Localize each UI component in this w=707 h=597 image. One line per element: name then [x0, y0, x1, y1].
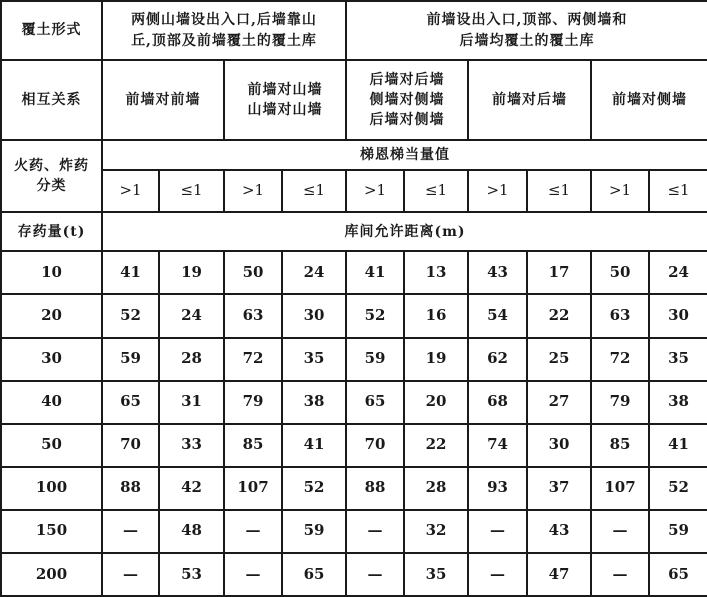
- distance-value: 17: [527, 251, 591, 294]
- relation-cell: [224, 60, 346, 140]
- cover-form-b: [346, 1, 707, 60]
- distance-value: —: [102, 510, 159, 553]
- distance-value: 30: [527, 424, 591, 467]
- tnt-equiv-value: >1: [591, 170, 649, 212]
- distance-value: 85: [591, 424, 649, 467]
- storage-quantity: 30: [1, 338, 102, 381]
- distance-value: 24: [649, 251, 707, 294]
- relation-row: [1, 60, 707, 140]
- distance-value: 16: [404, 294, 468, 337]
- distance-value: 28: [159, 338, 224, 381]
- distance-value: 28: [404, 467, 468, 510]
- table-row: [1, 381, 707, 424]
- relation-cell: [346, 60, 468, 140]
- cover-form-a-line2: 丘,顶部及前墙覆土的覆土库: [131, 32, 317, 49]
- explosive-class-label-line1: 火药、炸药: [14, 157, 89, 174]
- table-row: [1, 294, 707, 337]
- distance-value: 52: [649, 467, 707, 510]
- distance-value: 59: [649, 510, 707, 553]
- distance-value: 33: [159, 424, 224, 467]
- distance-value: 50: [591, 251, 649, 294]
- distance-value: —: [346, 510, 404, 553]
- distance-value: —: [468, 510, 527, 553]
- distance-value: 63: [591, 294, 649, 337]
- distance-value: 19: [404, 338, 468, 381]
- distance-value: 79: [224, 381, 282, 424]
- distance-value: 107: [591, 467, 649, 510]
- distance-value: 47: [527, 553, 591, 596]
- distance-value: 65: [649, 553, 707, 596]
- distance-value: 88: [346, 467, 404, 510]
- distance-value: 93: [468, 467, 527, 510]
- distance-value: 52: [346, 294, 404, 337]
- distance-value: 27: [527, 381, 591, 424]
- distance-value: 30: [649, 294, 707, 337]
- distance-value: 37: [527, 467, 591, 510]
- distance-value: 24: [159, 294, 224, 337]
- distance-value: 22: [404, 424, 468, 467]
- table-row: [1, 553, 707, 596]
- distance-value: —: [591, 510, 649, 553]
- distance-value: —: [224, 553, 282, 596]
- distance-value: 38: [282, 381, 346, 424]
- relation-cell: [591, 60, 707, 140]
- storage-quantity: 10: [1, 251, 102, 294]
- storage-quantity: 50: [1, 424, 102, 467]
- relation-line: 后墙对后墙: [369, 71, 445, 88]
- distance-value: 43: [527, 510, 591, 553]
- distance-value: 74: [468, 424, 527, 467]
- distance-value: 59: [282, 510, 346, 553]
- tnt-equiv-values-row: [1, 170, 707, 212]
- distance-value: —: [591, 553, 649, 596]
- distance-value: —: [102, 553, 159, 596]
- distance-value: 59: [102, 338, 159, 381]
- tnt-equiv-value: ≤1: [649, 170, 707, 212]
- distance-value: 41: [102, 251, 159, 294]
- distance-value: 88: [102, 467, 159, 510]
- storage-row: [1, 212, 707, 251]
- distance-value: 65: [282, 553, 346, 596]
- tnt-equiv-value: >1: [102, 170, 159, 212]
- distance-value: 50: [224, 251, 282, 294]
- tnt-equiv-value: ≤1: [404, 170, 468, 212]
- distance-value: 35: [282, 338, 346, 381]
- storage-quantity: 40: [1, 381, 102, 424]
- table-row: [1, 338, 707, 381]
- distance-value: 53: [159, 553, 224, 596]
- relation-line: 山墙对山墙: [247, 102, 323, 119]
- distance-value: 43: [468, 251, 527, 294]
- distance-value: 41: [282, 424, 346, 467]
- tnt-equiv-label: 梯恩梯当量值: [102, 140, 707, 170]
- distance-value: 70: [102, 424, 159, 467]
- tnt-equiv-value: ≤1: [282, 170, 346, 212]
- table-row: [1, 510, 707, 553]
- distance-value: 35: [649, 338, 707, 381]
- distance-value: 42: [159, 467, 224, 510]
- distance-value: 13: [404, 251, 468, 294]
- distance-value: —: [224, 510, 282, 553]
- tnt-equiv-value: >1: [346, 170, 404, 212]
- cover-form-label: 覆土形式: [1, 1, 102, 60]
- cover-form-b-line2: 后墙均覆土的覆土库: [459, 32, 595, 49]
- distance-value: —: [468, 553, 527, 596]
- distance-value: 72: [224, 338, 282, 381]
- distance-value: 20: [404, 381, 468, 424]
- distance-value: 41: [346, 251, 404, 294]
- distance-value: 38: [649, 381, 707, 424]
- distance-value: 30: [282, 294, 346, 337]
- distance-value: 63: [224, 294, 282, 337]
- distance-value: 72: [591, 338, 649, 381]
- relation-line: 前墙对山墙: [247, 81, 323, 98]
- explosive-class-label-line2: 分类: [36, 178, 67, 195]
- tnt-equiv-value: >1: [224, 170, 282, 212]
- cover-form-a-line1: 两侧山墙设出入口,后墙靠山: [131, 12, 317, 29]
- distance-value: 48: [159, 510, 224, 553]
- distance-value: 41: [649, 424, 707, 467]
- distance-value: 32: [404, 510, 468, 553]
- distance-value: 65: [102, 381, 159, 424]
- distance-value: 79: [591, 381, 649, 424]
- storage-quantity: 150: [1, 510, 102, 553]
- relation-label: 相互关系: [1, 60, 102, 140]
- relation-line: 侧墙对侧墙: [369, 92, 445, 108]
- relation-line: 前墙对侧墙: [612, 92, 687, 108]
- distance-value: 19: [159, 251, 224, 294]
- distance-label: 库间允许距离(m): [102, 212, 707, 251]
- distance-value: 24: [282, 251, 346, 294]
- distance-value: 31: [159, 381, 224, 424]
- tnt-equiv-title-row: [1, 140, 707, 170]
- explosive-class-label: [1, 140, 102, 212]
- distance-value: 107: [224, 467, 282, 510]
- distance-value: 65: [346, 381, 404, 424]
- cover-form-row: [1, 1, 707, 60]
- table-row: [1, 424, 707, 467]
- distance-value: 68: [468, 381, 527, 424]
- relation-cell: [102, 60, 224, 140]
- distance-value: 35: [404, 553, 468, 596]
- relation-cell: [468, 60, 591, 140]
- table-row: [1, 251, 707, 294]
- distance-value: 62: [468, 338, 527, 381]
- distance-value: —: [346, 553, 404, 596]
- table-row: [1, 467, 707, 510]
- cover-form-a: [102, 1, 346, 60]
- distance-value: 85: [224, 424, 282, 467]
- storage-quantity: 100: [1, 467, 102, 510]
- distance-value: 25: [527, 338, 591, 381]
- tnt-equiv-value: ≤1: [527, 170, 591, 212]
- tnt-equiv-value: >1: [468, 170, 527, 212]
- distance-value: 22: [527, 294, 591, 337]
- distance-value: 59: [346, 338, 404, 381]
- relation-line: 前墙对前墙: [125, 92, 201, 108]
- storage-quantity: 20: [1, 294, 102, 337]
- cover-form-b-line1: 前墙设出入口,顶部、两侧墙和: [426, 12, 628, 29]
- distance-value: 52: [282, 467, 346, 510]
- relation-line: 后墙对侧墙: [369, 112, 445, 129]
- tnt-equiv-value: ≤1: [159, 170, 224, 212]
- distance-value: 70: [346, 424, 404, 467]
- storage-label: 存药量(t): [1, 212, 102, 251]
- relation-line: 前墙对后墙: [492, 92, 567, 108]
- storage-quantity: 200: [1, 553, 102, 596]
- distance-value: 52: [102, 294, 159, 337]
- distance-value: 54: [468, 294, 527, 337]
